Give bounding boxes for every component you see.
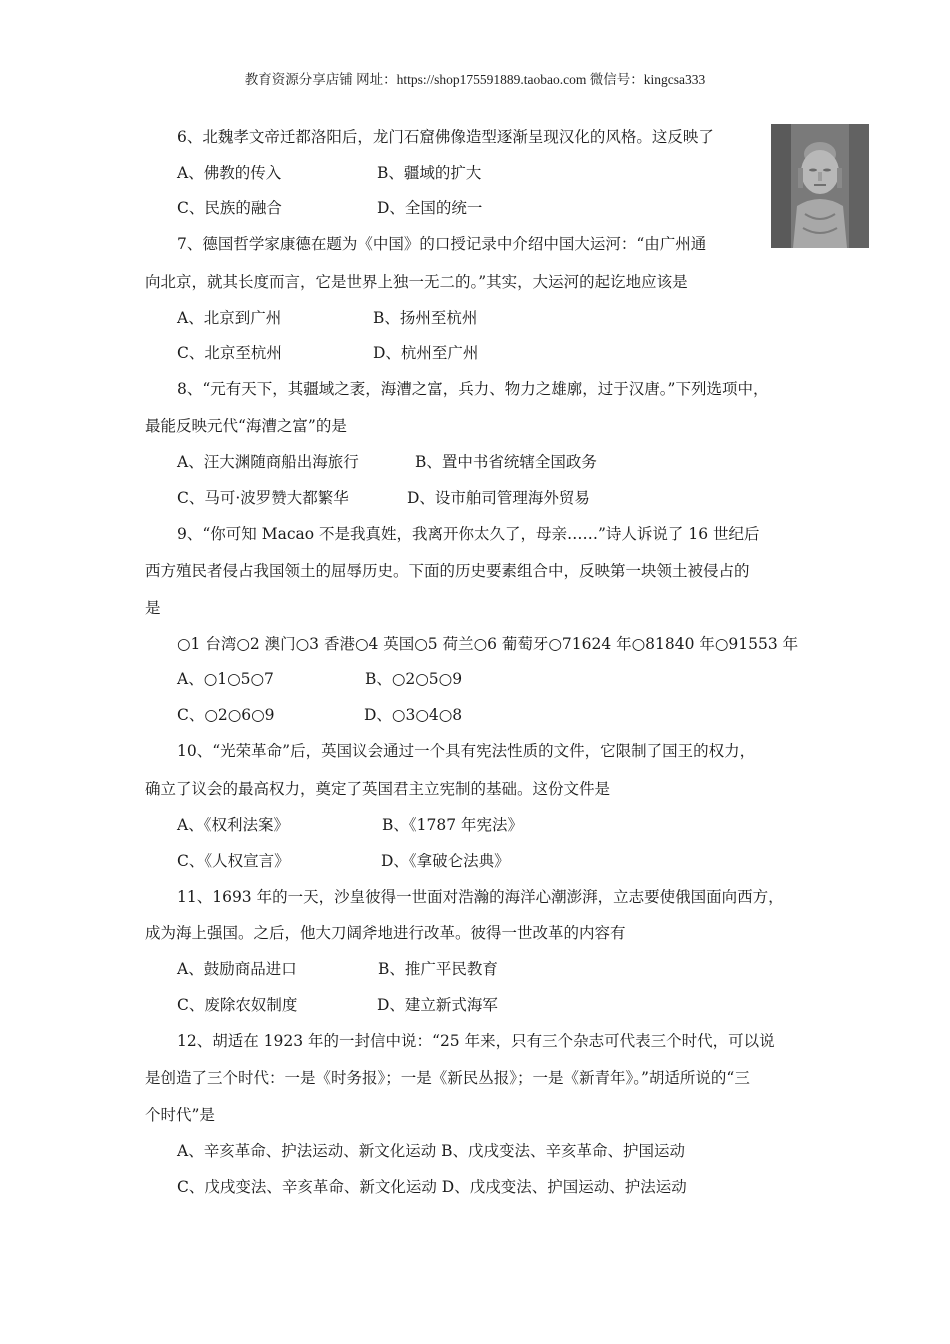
- q12-stem-line2: 是创造了三个时代：一是《时务报》；一是《新民丛报》；一是《新青年》。”胡适所说的“三: [145, 1069, 750, 1087]
- q11-option-d[interactable]: D、建立新式海军: [377, 996, 498, 1014]
- q10-stem-line1: 10、“光荣革命”后，英国议会通过一个具有宪法性质的文件，它限制了国王的权力，: [177, 742, 756, 760]
- q12-stem-line1: 12、胡适在 1923 年的一封信中说：“25 年来，只有三个杂志可代表三个时代，可以说: [177, 1032, 775, 1050]
- q12-options-cd[interactable]: C、戊戌变法、辛亥革命、新文化运动 D、戊戌变法、护国运动、护法运动: [177, 1178, 687, 1196]
- buddha-statue-icon: [771, 124, 869, 248]
- wechat-id: 微信号：kingcsa333: [589, 72, 706, 87]
- shop-name: 教育资源分享店铺: [244, 72, 353, 87]
- q9-stem-line3: 是: [145, 599, 161, 617]
- q9-option-b[interactable]: B、○2○5○9: [365, 670, 463, 688]
- q7-option-d[interactable]: D、杭州至广州: [373, 344, 479, 362]
- page-header: [0, 68, 950, 88]
- q10-option-c[interactable]: C、《人权宣言》: [177, 852, 290, 870]
- q12-options-ab[interactable]: A、辛亥革命、护法运动、新文化运动 B、戊戌变法、辛亥革命、护国运动: [177, 1142, 686, 1160]
- q7-option-c[interactable]: C、北京至杭州: [177, 344, 282, 362]
- q9-elements: ○1 台湾○2 澳门○3 香港○4 英国○5 荷兰○6 葡萄牙○71624 年○81840 年○91553 年: [177, 635, 799, 653]
- q11-option-a[interactable]: A、鼓励商品进口: [177, 960, 297, 978]
- q11-option-c[interactable]: C、废除农奴制度: [177, 996, 298, 1014]
- q9-stem-line1: 9、“你可知 Macao 不是我真姓，我离开你太久了，母亲……”诗人诉说了 16 世纪后: [177, 525, 760, 543]
- q6-option-a[interactable]: A、佛教的传入: [177, 164, 282, 182]
- q8-option-b[interactable]: B、置中书省统辖全国政务: [415, 453, 597, 471]
- q6-option-d[interactable]: D、全国的统一: [377, 199, 483, 217]
- q6-option-b[interactable]: B、疆域的扩大: [377, 164, 482, 182]
- shop-url[interactable]: 网址：https://shop175591889.taobao.com: [356, 72, 587, 87]
- q7-stem-line1: 7、德国哲学家康德在题为《中国》的口授记录中介绍中国大运河：“由广州通: [177, 235, 707, 253]
- q8-option-c[interactable]: C、马可·波罗赞大都繁华: [177, 489, 349, 507]
- q12-stem-line3: 个时代”是: [145, 1106, 215, 1124]
- q10-option-a[interactable]: A、《权利法案》: [177, 816, 289, 834]
- q10-option-b[interactable]: B、《1787 年宪法》: [382, 816, 524, 834]
- q10-option-d[interactable]: D、《拿破仑法典》: [381, 852, 510, 870]
- q8-option-a[interactable]: A、汪大渊随商船出海旅行: [177, 453, 359, 471]
- q9-stem-line2: 西方殖民者侵占我国领土的屈辱历史。下面的历史要素组合中，反映第一块领土被侵占的: [145, 562, 750, 580]
- q11-stem-line1: 11、1693 年的一天，沙皇彼得一世面对浩瀚的海洋心潮澎湃，立志要使俄国面向西方，: [177, 888, 784, 906]
- q8-stem-line2: 最能反映元代“海漕之富”的是: [145, 417, 347, 435]
- q11-stem-line2: 成为海上强国。之后，他大刀阔斧地进行改革。彼得一世改革的内容有: [145, 924, 626, 942]
- buddha-statue-image: [771, 124, 869, 248]
- q8-option-d[interactable]: D、设市舶司管理海外贸易: [407, 489, 590, 507]
- q7-stem-line2: 向北京，就其长度而言，它是世界上独一无二的。”其实，大运河的起讫地应该是: [145, 273, 688, 291]
- q10-stem-line2: 确立了议会的最高权力，奠定了英国君主立宪制的基础。这份文件是: [145, 780, 611, 798]
- q7-option-a[interactable]: A、北京到广州: [177, 309, 282, 327]
- q8-stem-line1: 8、“元有天下，其疆域之袤，海漕之富，兵力、物力之雄廓，过于汉唐。”下列选项中，: [177, 380, 769, 398]
- q9-option-d[interactable]: D、○3○4○8: [364, 706, 463, 724]
- q6-stem: 6、北魏孝文帝迁都洛阳后，龙门石窟佛像造型逐渐呈现汉化的风格。这反映了: [177, 128, 714, 146]
- q9-option-a[interactable]: A、○1○5○7: [177, 670, 274, 688]
- q6-option-c[interactable]: C、民族的融合: [177, 199, 282, 217]
- q9-option-c[interactable]: C、○2○6○9: [177, 706, 275, 724]
- q11-option-b[interactable]: B、推广平民教育: [378, 960, 498, 978]
- q7-option-b[interactable]: B、扬州至杭州: [373, 309, 478, 327]
